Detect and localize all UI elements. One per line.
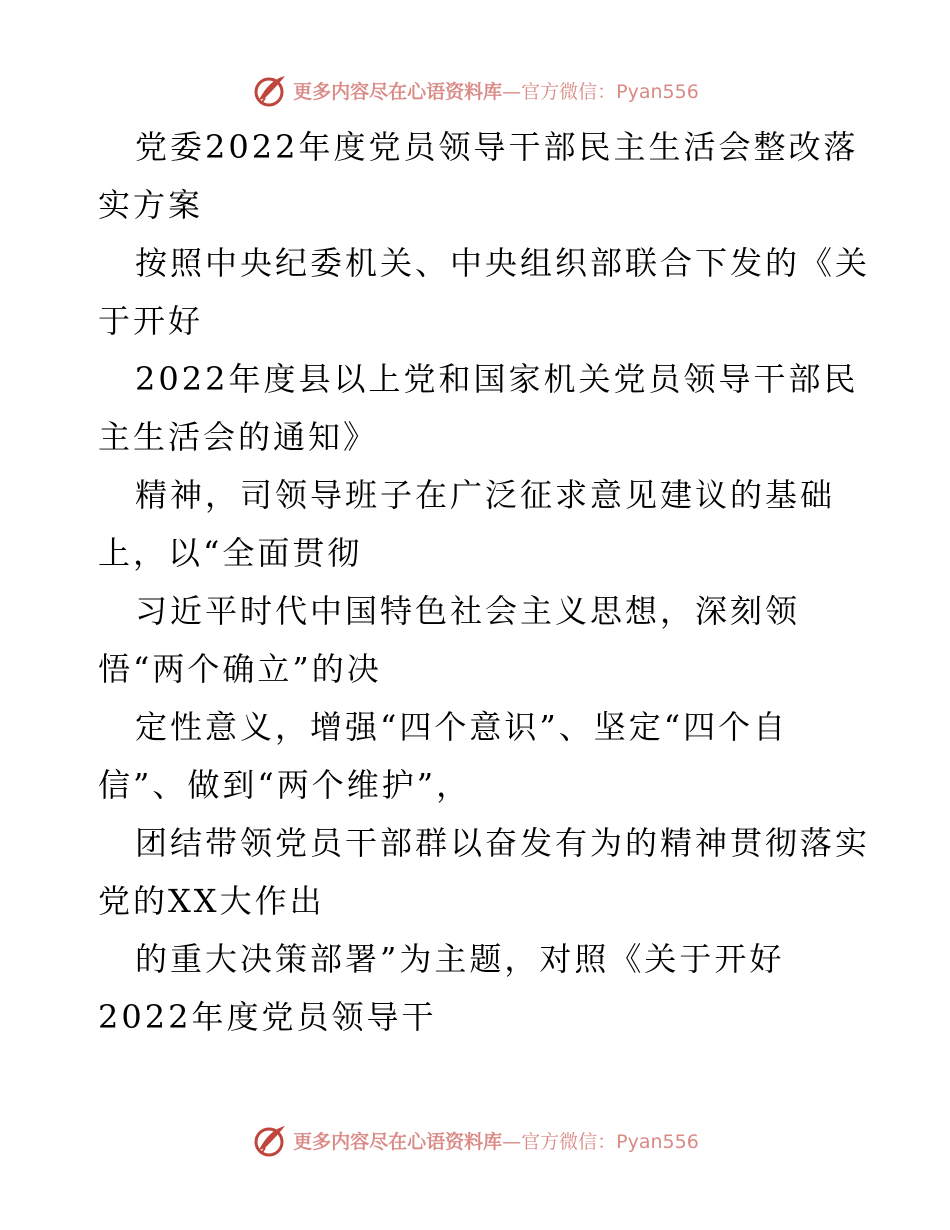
text-line: 按照中央纪委机关、中央组织部联合下发的《关 bbox=[135, 244, 871, 282]
text-line: 精神，司领导班子在广泛征求意见建议的基础 bbox=[135, 476, 836, 514]
text-line: 主生活会的通知》 bbox=[98, 418, 379, 456]
text-line: 的重大决策部署”为主题，对照《关于开好 bbox=[135, 940, 785, 978]
text-line: 于开好 bbox=[98, 302, 204, 340]
text-line: 上，以“全面贯彻 bbox=[98, 534, 363, 572]
text-line: 团结带领党员干部群以奋发有为的精神贯彻落实 bbox=[135, 824, 871, 862]
banner-wechat-text: —官方微信：Pyan556 bbox=[502, 1130, 699, 1153]
text-line: 习近平时代中国特色社会主义思想，深刻领 bbox=[135, 592, 801, 630]
document-body bbox=[98, 118, 871, 1046]
banner-site-text: 更多内容尽在心语资料库 bbox=[293, 1130, 503, 1153]
text-line: 定性意义，增强“四个意识”、坚定“四个自 bbox=[135, 708, 789, 746]
banner-site-text: 更多内容尽在心语资料库 bbox=[293, 80, 503, 103]
quill-logo-icon bbox=[251, 70, 291, 110]
header-banner bbox=[0, 68, 950, 112]
text-line: 党委2022年度党员领导干部民主生活会整改落 bbox=[135, 128, 859, 166]
banner-wechat-text: —官方微信：Pyan556 bbox=[502, 80, 699, 103]
text-line: 信”、做到“两个维护”， bbox=[98, 766, 472, 804]
text-line: 实方案 bbox=[98, 186, 204, 224]
quill-logo-icon bbox=[251, 1120, 291, 1160]
text-line: 2022年度党员领导干 bbox=[98, 998, 437, 1036]
footer-banner bbox=[0, 1118, 950, 1162]
text-line: 2022年度县以上党和国家机关党员领导干部民 bbox=[135, 360, 859, 398]
text-line: 党的XX大作出 bbox=[98, 882, 325, 920]
text-line: 悟“两个确立”的决 bbox=[98, 650, 382, 688]
